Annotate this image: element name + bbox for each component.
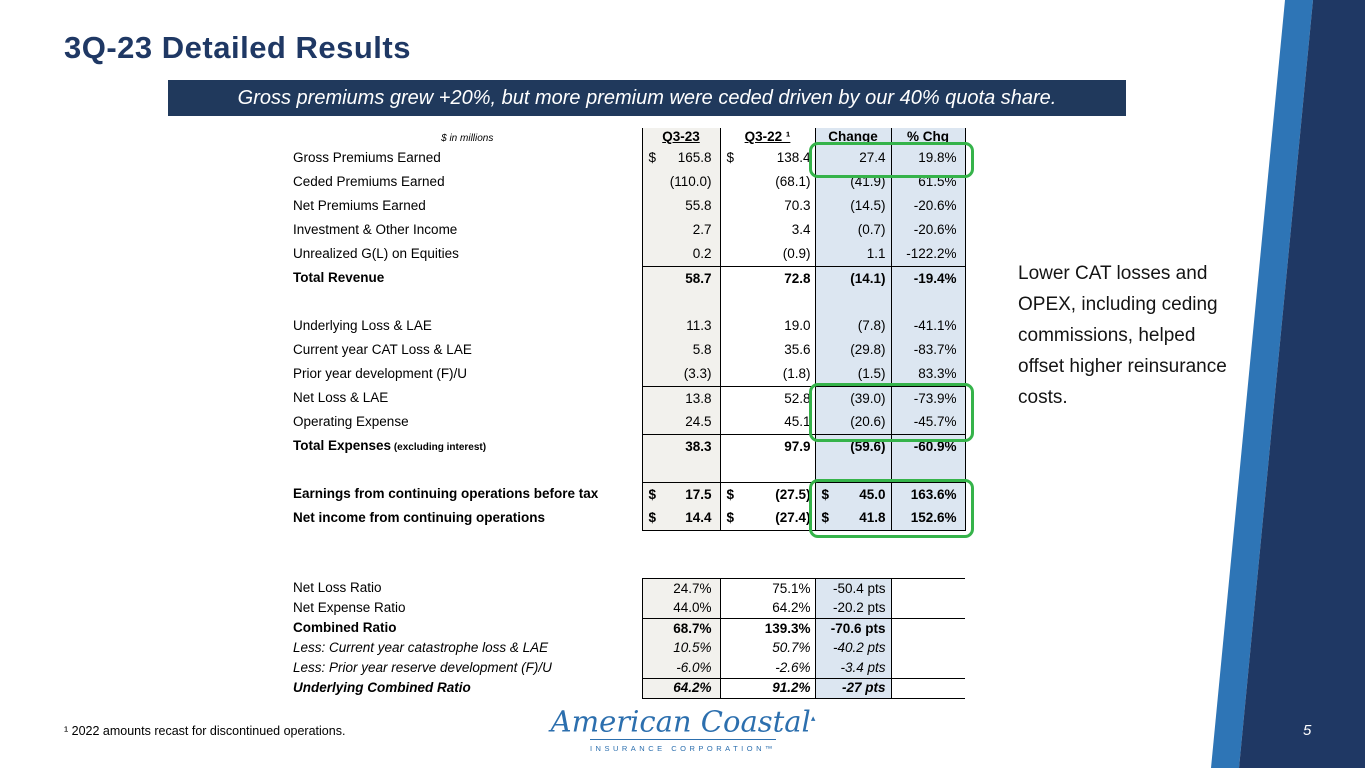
table-row-less-cat-loss bbox=[286, 638, 965, 658]
cell-change: 27.4 bbox=[815, 146, 891, 170]
cell-change: (14.1) bbox=[815, 266, 891, 290]
row-label: Underlying Loss & LAE bbox=[293, 318, 432, 334]
cell-pct-change: -45.7% bbox=[891, 410, 965, 434]
cell-q3-22: 72.8 bbox=[720, 266, 815, 290]
cell-q3-23: 11.3 bbox=[642, 314, 720, 338]
row-label: Unrealized G(L) on Equities bbox=[293, 246, 459, 262]
cell-pct-change: -60.9% bbox=[891, 434, 965, 458]
cell-change: -27 pts bbox=[815, 678, 891, 698]
cell-q3-22: 3.4 bbox=[720, 218, 815, 242]
cell-change: -70.6 pts bbox=[815, 618, 891, 638]
header-change: Change bbox=[815, 128, 891, 146]
cell-pct-change: -122.2% bbox=[891, 242, 965, 266]
logo-triangle-icon: ▴ bbox=[810, 714, 816, 724]
table-row-less-prior-dev bbox=[286, 658, 965, 678]
cell-change: $ 45.0 bbox=[815, 482, 891, 506]
cell-q3-22: 91.2% bbox=[720, 678, 815, 698]
row-label: Net Premiums Earned bbox=[293, 198, 426, 214]
cell-pct-change bbox=[891, 638, 965, 658]
row-label: Less: Prior year reserve development (F)/U bbox=[293, 660, 552, 676]
cell-change: (20.6) bbox=[815, 410, 891, 434]
cell-pct-change: -73.9% bbox=[891, 386, 965, 410]
results-table bbox=[286, 128, 966, 699]
page-title: 3Q-23 Detailed Results bbox=[64, 30, 411, 65]
company-logo bbox=[548, 704, 818, 756]
cell-pct-change: -19.4% bbox=[891, 266, 965, 290]
cell-q3-22: 64.2% bbox=[720, 598, 815, 618]
table-row-net-loss-lae bbox=[286, 386, 965, 410]
cell-pct-change bbox=[891, 598, 965, 618]
cell-change: (14.5) bbox=[815, 194, 891, 218]
row-label: Total Revenue bbox=[293, 270, 385, 286]
table-row bbox=[286, 314, 965, 338]
cell-change: 1.1 bbox=[815, 242, 891, 266]
table-row bbox=[286, 338, 965, 362]
cell-change: (1.5) bbox=[815, 362, 891, 386]
table-row bbox=[286, 170, 965, 194]
row-label: Net Expense Ratio bbox=[293, 600, 406, 616]
cell-change: (41.9) bbox=[815, 170, 891, 194]
results-table-wrapper bbox=[286, 128, 965, 699]
headline-text: Gross premiums grew +20%, but more premium were ceded driven by our 40% quota share. bbox=[237, 86, 1057, 109]
cell-q3-23: 64.2% bbox=[642, 678, 720, 698]
cell-change: (7.8) bbox=[815, 314, 891, 338]
cell-q3-23: 0.2 bbox=[642, 242, 720, 266]
row-label: Prior year development (F)/U bbox=[293, 366, 468, 382]
cell-q3-22: 19.0 bbox=[720, 314, 815, 338]
cell-change: $ 41.8 bbox=[815, 506, 891, 530]
row-label: Current year CAT Loss & LAE bbox=[293, 342, 472, 358]
cell-change: (0.7) bbox=[815, 218, 891, 242]
cell-pct-change: -20.6% bbox=[891, 194, 965, 218]
cell-q3-23: 2.7 bbox=[642, 218, 720, 242]
cell-change: -40.2 pts bbox=[815, 638, 891, 658]
table-row-total-expenses bbox=[286, 434, 965, 458]
row-label: Investment & Other Income bbox=[293, 222, 458, 238]
cell-q3-23: 24.5 bbox=[642, 410, 720, 434]
table-row-total-revenue bbox=[286, 266, 965, 290]
cell-pct-change bbox=[891, 678, 965, 698]
cell-q3-23: 44.0% bbox=[642, 598, 720, 618]
row-label: Net Loss & LAE bbox=[293, 390, 389, 406]
cell-q3-23: $ 14.4 bbox=[642, 506, 720, 530]
header-q3-22: Q3-22 ¹ bbox=[720, 128, 815, 146]
cell-q3-23: 13.8 bbox=[642, 386, 720, 410]
row-label: Less: Current year catastrophe loss & LAE bbox=[293, 640, 549, 656]
logo-wordmark: American Coastal▴ bbox=[550, 704, 816, 739]
footnote: ¹ 2022 amounts recast for discontinued operations. bbox=[64, 724, 346, 738]
cell-q3-23: 10.5% bbox=[642, 638, 720, 658]
cell-q3-23: $ 17.5 bbox=[642, 482, 720, 506]
cell-q3-23: 55.8 bbox=[642, 194, 720, 218]
table-row bbox=[286, 242, 965, 266]
row-label: Earnings from continuing operations before tax bbox=[293, 486, 599, 502]
header-q3-23: Q3-23 bbox=[642, 128, 720, 146]
header-pct-change: % Chg bbox=[891, 128, 965, 146]
table-header-row bbox=[286, 128, 965, 146]
table-row bbox=[286, 218, 965, 242]
page-number: 5 bbox=[1303, 722, 1312, 739]
units-note: $ in millions bbox=[441, 133, 494, 144]
cell-q3-22: 139.3% bbox=[720, 618, 815, 638]
row-label: Combined Ratio bbox=[293, 620, 397, 636]
row-label: Net income from continuing operations bbox=[293, 510, 546, 526]
cell-q3-22: $ (27.4) bbox=[720, 506, 815, 530]
cell-change: -3.4 pts bbox=[815, 658, 891, 678]
cell-q3-22: 52.8 bbox=[720, 386, 815, 410]
cell-change: (29.8) bbox=[815, 338, 891, 362]
table-row-net-income bbox=[286, 506, 965, 530]
table-row bbox=[286, 194, 965, 218]
table-row-net-loss-ratio bbox=[286, 578, 965, 598]
cell-change: (39.0) bbox=[815, 386, 891, 410]
cell-q3-22: 45.1 bbox=[720, 410, 815, 434]
cell-q3-23: 38.3 bbox=[642, 434, 720, 458]
cell-q3-22: 35.6 bbox=[720, 338, 815, 362]
row-label: Total Expenses (excluding interest) bbox=[293, 438, 487, 453]
side-note: Lower CAT losses and OPEX, including ceding commissions, helped offset higher reinsurance costs. bbox=[1018, 263, 1227, 408]
cell-pct-change: -20.6% bbox=[891, 218, 965, 242]
row-label: Ceded Premiums Earned bbox=[293, 174, 445, 190]
cell-q3-22: 97.9 bbox=[720, 434, 815, 458]
cell-q3-23: -6.0% bbox=[642, 658, 720, 678]
cell-pct-change: -83.7% bbox=[891, 338, 965, 362]
table-row-net-expense-ratio bbox=[286, 598, 965, 618]
cell-change: -50.4 pts bbox=[815, 578, 891, 598]
cell-q3-22: (68.1) bbox=[720, 170, 815, 194]
row-label: Operating Expense bbox=[293, 414, 409, 430]
table-row bbox=[286, 146, 965, 170]
cell-q3-22: $ (27.5) bbox=[720, 482, 815, 506]
cell-q3-23: (3.3) bbox=[642, 362, 720, 386]
cell-change: -20.2 pts bbox=[815, 598, 891, 618]
cell-pct-change: 152.6% bbox=[891, 506, 965, 530]
cell-q3-22: (1.8) bbox=[720, 362, 815, 386]
cell-pct-change: -41.1% bbox=[891, 314, 965, 338]
row-label: Gross Premiums Earned bbox=[293, 150, 441, 166]
cell-change: (59.6) bbox=[815, 434, 891, 458]
cell-q3-22: -2.6% bbox=[720, 658, 815, 678]
table-spacer-row bbox=[286, 530, 965, 578]
cell-q3-23: (110.0) bbox=[642, 170, 720, 194]
table-row-blank bbox=[286, 290, 965, 314]
cell-pct-change bbox=[891, 618, 965, 638]
cell-q3-23: $ 165.8 bbox=[642, 146, 720, 170]
cell-pct-change bbox=[891, 578, 965, 598]
row-label: Net Loss Ratio bbox=[293, 580, 382, 596]
table-row bbox=[286, 410, 965, 434]
cell-q3-23: 68.7% bbox=[642, 618, 720, 638]
cell-q3-23: 24.7% bbox=[642, 578, 720, 598]
logo-subtitle: INSURANCE CORPORATION™ bbox=[590, 739, 776, 753]
cell-q3-22: (0.9) bbox=[720, 242, 815, 266]
table-row-combined-ratio bbox=[286, 618, 965, 638]
cell-q3-22: 75.1% bbox=[720, 578, 815, 598]
table-row bbox=[286, 362, 965, 386]
table-row-earnings-before-tax bbox=[286, 482, 965, 506]
row-label: Underlying Combined Ratio bbox=[293, 680, 471, 696]
headline-banner bbox=[168, 80, 1126, 116]
cell-q3-22: 50.7% bbox=[720, 638, 815, 658]
table-row-blank bbox=[286, 458, 965, 482]
cell-pct-change: 83.3% bbox=[891, 362, 965, 386]
cell-pct-change bbox=[891, 658, 965, 678]
cell-pct-change: 163.6% bbox=[891, 482, 965, 506]
cell-q3-23: 5.8 bbox=[642, 338, 720, 362]
cell-pct-change: 61.5% bbox=[891, 170, 965, 194]
cell-q3-22: $ 138.4 bbox=[720, 146, 815, 170]
cell-q3-23: 58.7 bbox=[642, 266, 720, 290]
cell-q3-22: 70.3 bbox=[720, 194, 815, 218]
cell-pct-change: 19.8% bbox=[891, 146, 965, 170]
table-row-underlying-combined-ratio bbox=[286, 678, 965, 698]
